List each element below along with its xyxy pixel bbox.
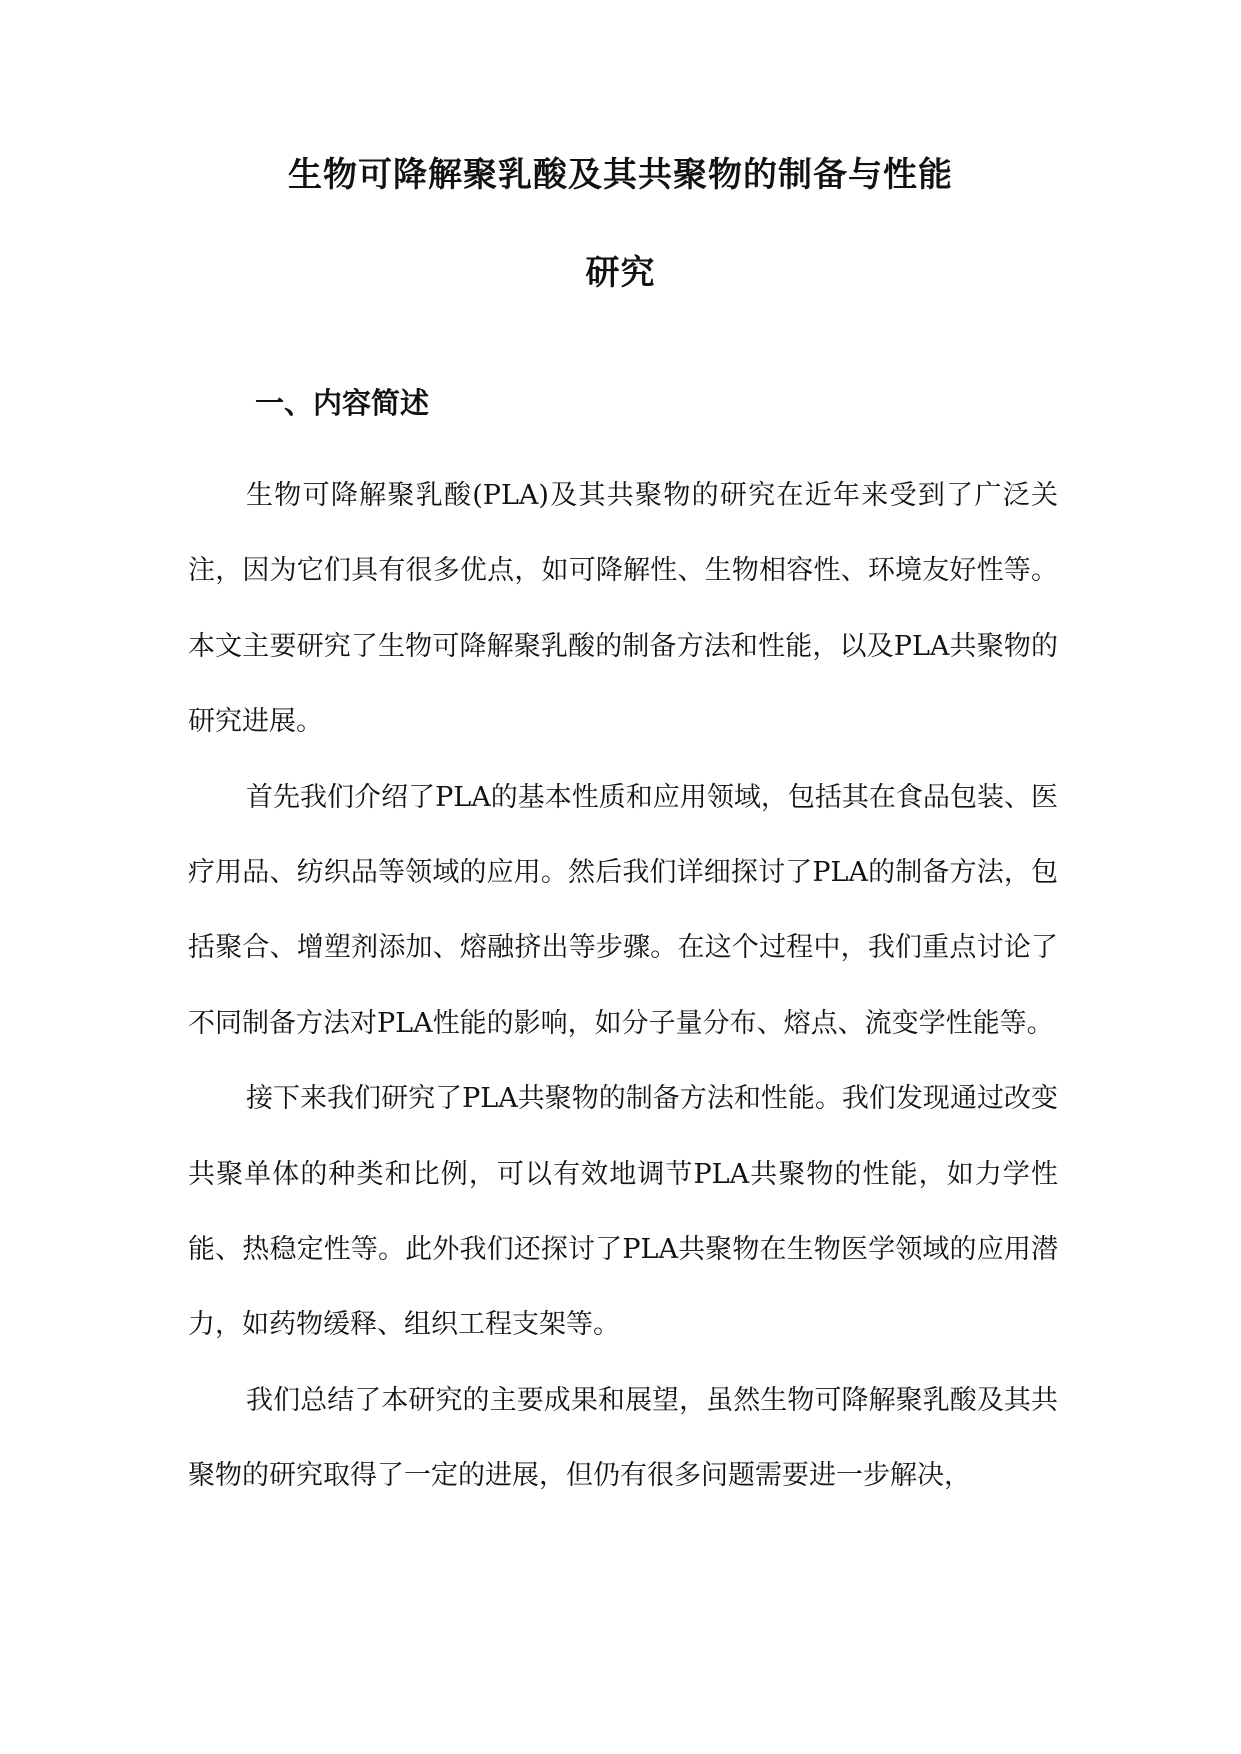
paragraph-3: 接下来我们研究了PLA共聚物的制备方法和性能。我们发现通过改变共聚单体的种类和比例，可以有效地调节PLA共聚物的性能，如力学性能、热稳定性等。此外我们还探讨了PLA共聚物在生物医学领域的应用潜力，如药物缓释、组织工程支架等。	[188, 1083, 1058, 1341]
paragraph-1: 生物可降解聚乳酸(PLA)及其共聚物的研究在近年来受到了广泛关注，因为它们具有很多优点，如可降解性、生物相容性、环境友好性等。本文主要研究了生物可降解聚乳酸的制备方法和性能，以及PLA共聚物的研究进展。	[188, 480, 1058, 738]
paragraph-4: 我们总结了本研究的主要成果和展望，虽然生物可降解聚乳酸及其共聚物的研究取得了一定的进展，但仍有很多问题需要进一步解决，	[188, 1384, 1058, 1492]
document-title-line-2: 研究	[585, 253, 656, 293]
body-text	[188, 458, 1058, 1514]
document-title-line-1: 生物可降解聚乳酸及其共聚物的制备与性能	[288, 155, 953, 195]
section-heading: 一、内容简述	[255, 386, 430, 420]
paragraph-2: 首先我们介绍了PLA的基本性质和应用领域，包括其在食品包装、医疗用品、纺织品等领域的应用。然后我们详细探讨了PLA的制备方法，包括聚合、增塑剂添加、熔融挤出等步骤。在这个过程中，我们重点讨论了不同制备方法对PLA性能的影响，如分子量分布、熔点、流变学性能等。	[188, 781, 1058, 1039]
